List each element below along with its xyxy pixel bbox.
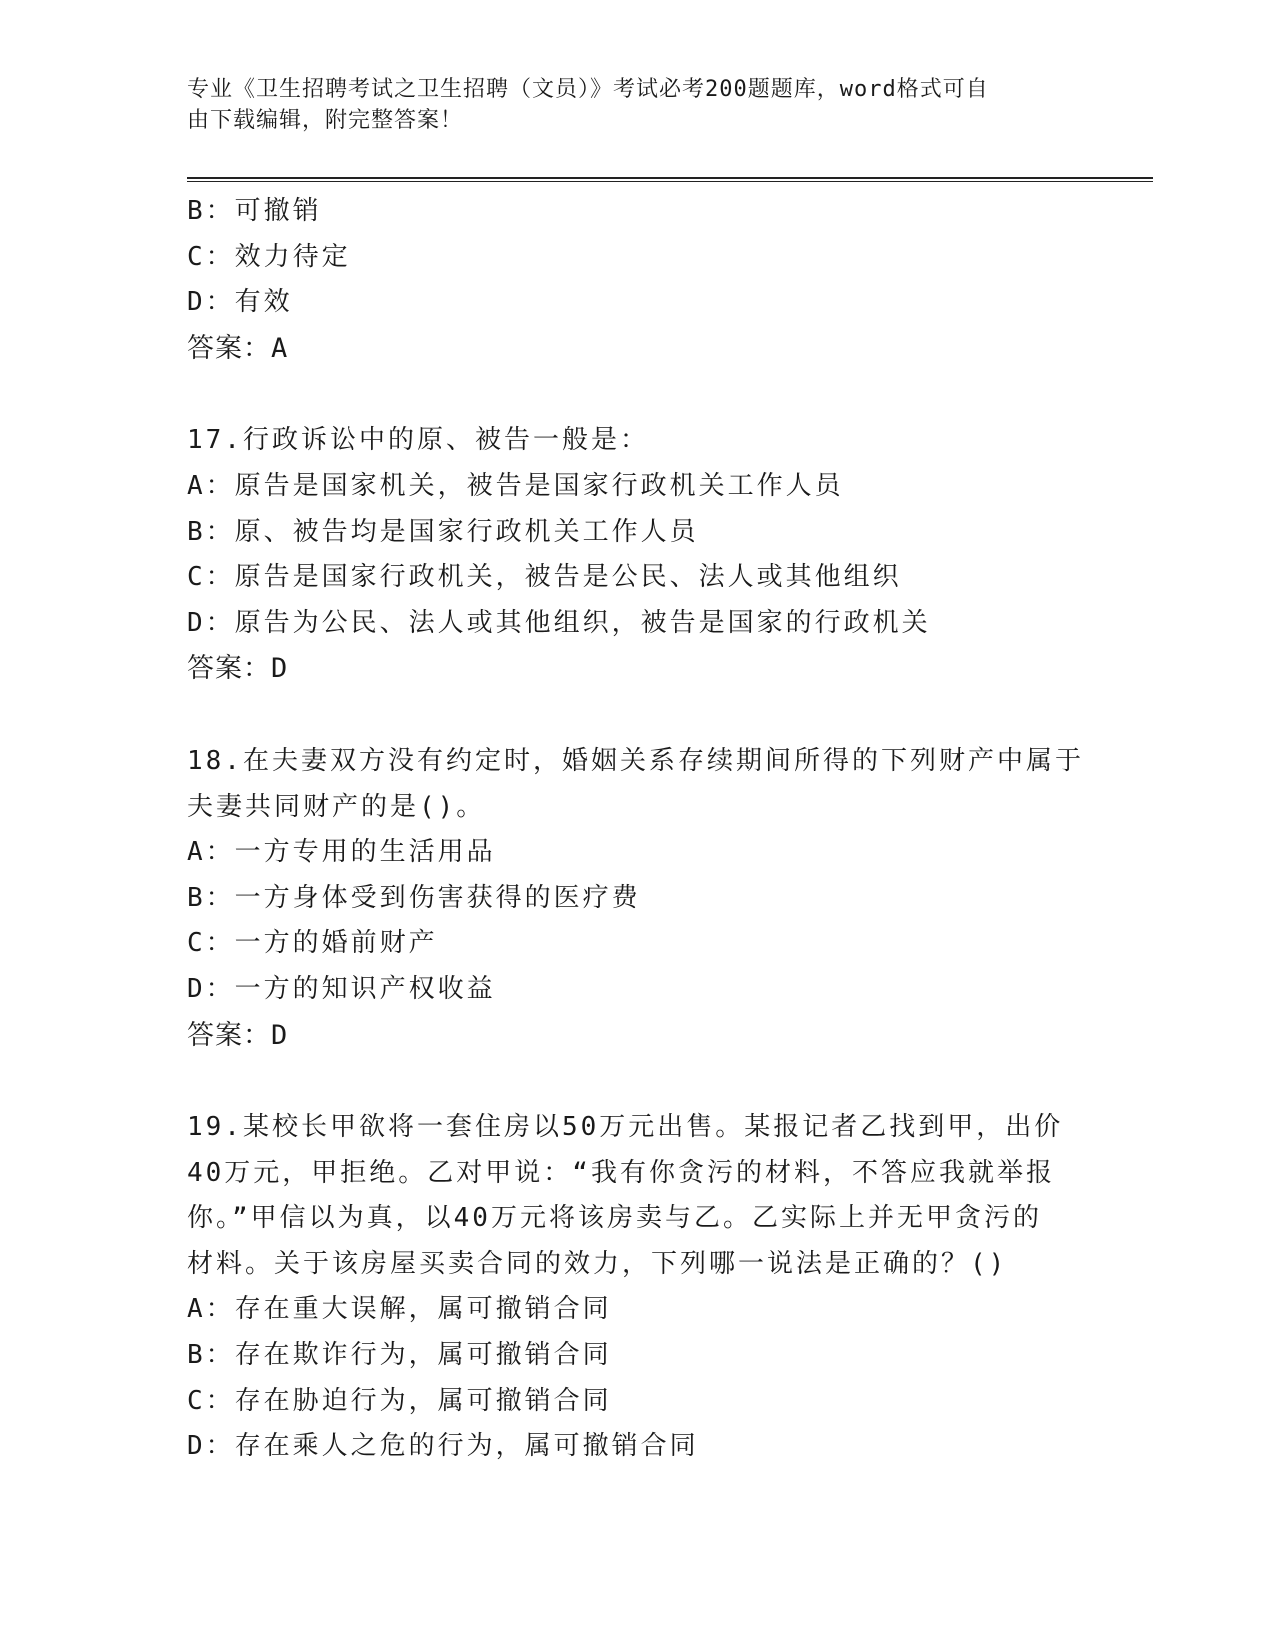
q18-option-a: A：一方专用的生活用品 (187, 837, 496, 868)
question-19-block (187, 1105, 1077, 1470)
q19-option-c: C：存在胁迫行为，属可撤销合同 (187, 1385, 612, 1416)
header-line-1: 专业《卫生招聘考试之卫生招聘（文员）》考试必考200题题库，word格式可自 (187, 77, 989, 102)
q18-stem-line-2: 夫妻共同财产的是()。 (187, 791, 486, 822)
q17-answer: 答案：D (187, 653, 289, 685)
q17-option-d: D：原告为公民、法人或其他组织，被告是国家的行政机关 (187, 607, 931, 638)
q19-option-d: D：存在乘人之危的行为，属可撤销合同 (187, 1431, 699, 1462)
q16-option-c: C：效力待定 (187, 241, 351, 272)
q17-option-a: A：原告是国家机关，被告是国家行政机关工作人员 (187, 470, 844, 501)
header-line-2: 由下载编辑，附完整答案！ (187, 108, 464, 133)
q18-stem-line-1: 18.在夫妻双方没有约定时，婚姻关系存续期间所得的下列财产中属于 (187, 745, 1084, 776)
q18-answer: 答案：D (187, 1019, 289, 1051)
spacer (187, 692, 1077, 739)
question-17-block (187, 418, 1077, 692)
header-rule-thick (187, 177, 1153, 179)
q19-option-a: A：存在重大误解，属可撤销合同 (187, 1294, 612, 1325)
q19-option-b: B：存在欺诈行为，属可撤销合同 (187, 1340, 612, 1371)
q18-option-d: D：一方的知识产权收益 (187, 973, 496, 1004)
q19-stem-line-3: 你。”甲信以为真，以40万元将该房卖与乙。乙实际上并无甲贪污的 (187, 1203, 1042, 1234)
q16-answer: 答案：A (187, 332, 289, 364)
spacer (187, 371, 1077, 418)
q19-stem-line-1: 19.某校长甲欲将一套住房以50万元出售。某报记者乙找到甲，出价 (187, 1112, 1064, 1143)
q19-stem-line-2: 40万元，甲拒绝。乙对甲说：“我有你贪污的材料，不答应我就举报 (187, 1157, 1055, 1188)
document-header (187, 74, 1087, 136)
question-list (187, 189, 1084, 1470)
q18-option-b: B：一方身体受到伤害获得的医疗费 (187, 882, 641, 913)
q17-stem: 17.行政诉讼中的原、被告一般是： (187, 425, 649, 456)
spacer (187, 1058, 1077, 1105)
header-rule-thin (187, 181, 1153, 182)
q19-stem-line-4: 材料。关于该房屋买卖合同的效力，下列哪一说法是正确的？() (187, 1248, 1008, 1279)
question-18-block (187, 739, 1084, 1058)
q16-option-d: D：有效 (187, 287, 293, 318)
q16-option-b: B：可撤销 (187, 196, 322, 226)
q17-option-c: C：原告是国家行政机关，被告是公民、法人或其他组织 (187, 562, 902, 593)
q17-option-b: B：原、被告均是国家行政机关工作人员 (187, 516, 699, 547)
question-16-block (187, 189, 1077, 371)
q18-option-c: C：一方的婚前财产 (187, 928, 438, 959)
